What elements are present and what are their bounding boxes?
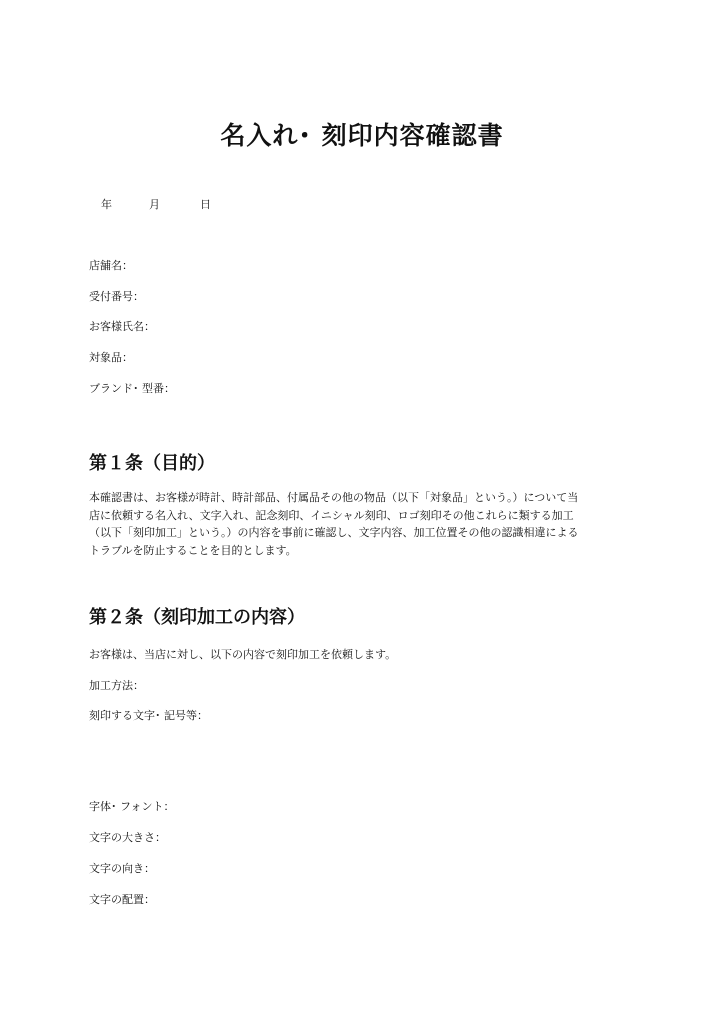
date-line [101, 198, 211, 212]
date-year-label: 年 [101, 198, 112, 211]
field-typeface: 字体･ フォント： [89, 800, 175, 813]
article1-line-3: （以下「刻印加工」という。）の内容を事前に確認し、文字内容、加工位置その他の認識相違による [89, 526, 579, 539]
article1-line-2: 店に依頼する名入れ、文字入れ、記念刻印、イニシャル刻印、ロゴ刻印その他これらに類する加工 [89, 508, 574, 522]
article1-line-1: 本確認書は、お客様が時計、時計部品、付属品その他の物品（以下「対象品」という。）について当 [89, 491, 579, 504]
field-target-item: 対象品： [89, 351, 133, 364]
field-processing-method: 加工方法： [89, 679, 144, 692]
article1-heading: 第１条（目的） [89, 453, 215, 474]
field-text-orientation: 文字の向き： [89, 862, 155, 875]
article1-line-4: トラブルを防止することを目的とします。 [89, 543, 297, 557]
date-day-label: 日 [200, 198, 211, 211]
field-customer-name: お客様氏名： [89, 320, 155, 333]
field-engraving-text: 刻印する文字･ 記号等： [89, 709, 208, 722]
field-reception-number: 受付番号： [89, 290, 144, 303]
field-text-size: 文字の大きさ： [89, 831, 166, 844]
article2-heading: 第２条（刻印加工の内容） [89, 607, 305, 628]
document-title: 名入れ･ 刻印内容確認書 [220, 121, 504, 150]
field-text-placement: 文字の配置： [89, 893, 155, 906]
field-store-name: 店舗名： [89, 259, 133, 272]
field-brand-model: ブランド･ 型番： [89, 382, 175, 395]
article2-intro: お客様は、当店に対し、以下の内容で刻印加工を依頼します。 [89, 648, 397, 661]
article1-body [89, 489, 649, 559]
date-month-label: 月 [149, 198, 160, 211]
